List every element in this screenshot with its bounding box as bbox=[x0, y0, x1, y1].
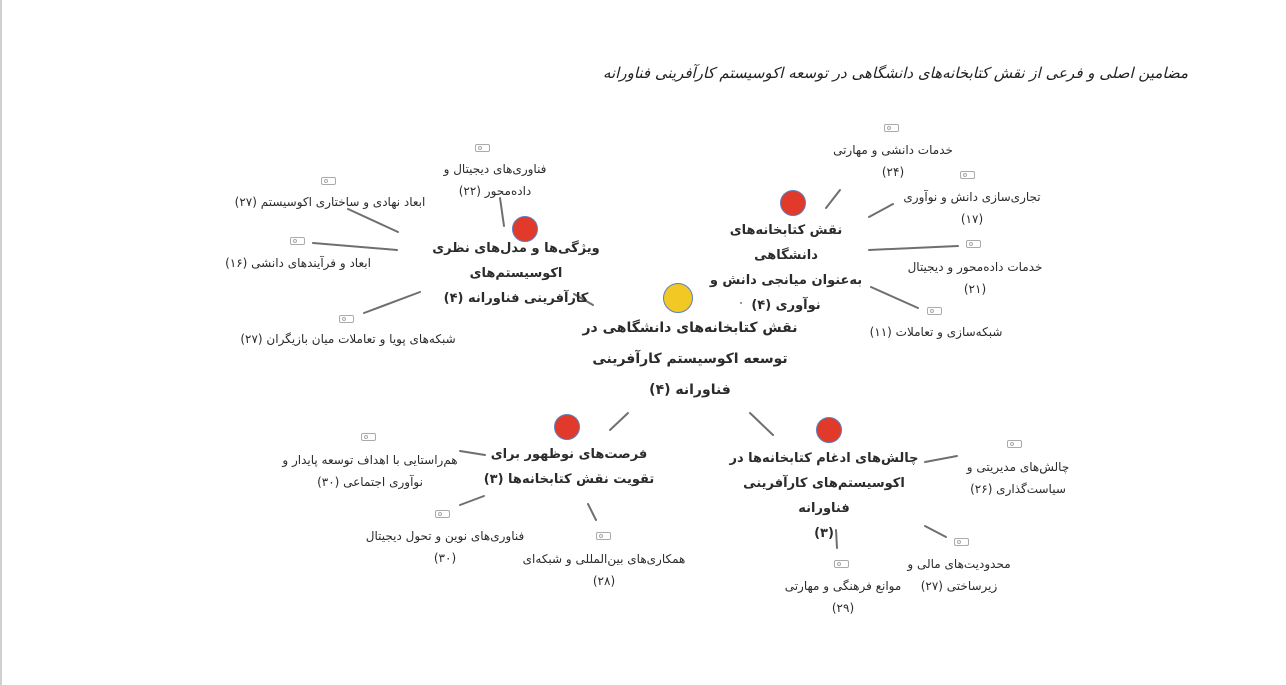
connector-line bbox=[313, 243, 397, 250]
main-theme-label: ویژگی‌ها و مدل‌های نظری اکوسیستم‌های کارآفرینی فناورانه (۴) bbox=[432, 241, 600, 306]
tag-icon bbox=[1007, 440, 1022, 448]
tag-icon bbox=[966, 240, 981, 248]
sub-theme-label: هم‌راستایی با اهداف توسعه پایدار و نوآوری اجتماعی (۳۰) bbox=[282, 453, 458, 489]
sub-theme-label: فناوری‌های نوین و تحول دیجیتال (۳۰) bbox=[365, 529, 525, 565]
main-theme-label: نقش کتابخانه‌های دانشگاهی به‌عنوان میانجی دانش و نوآوری (۴) bbox=[709, 223, 863, 313]
connector-line bbox=[750, 413, 773, 435]
center-theme-label: نقش کتابخانه‌های دانشگاهی در توسعه اکوسیستم کارآفرینی فناورانه (۴) bbox=[582, 320, 798, 398]
connector-line bbox=[869, 246, 958, 250]
sub-theme-label: موانع فرهنگی و مهارتی (۲۹) bbox=[784, 579, 902, 615]
tag-icon bbox=[596, 532, 611, 540]
tag-icon bbox=[927, 307, 942, 315]
connector-line bbox=[826, 190, 840, 208]
center-theme-marker bbox=[663, 283, 693, 313]
main-theme-label: چالش‌های ادغام کتابخانه‌ها در اکوسیستم‌های کارآفرینی فناورانه (۳) bbox=[729, 451, 919, 541]
tag-icon bbox=[290, 237, 305, 245]
connector-line bbox=[610, 413, 628, 430]
sub-theme-label: فناوری‌های دیجیتال و داده‌محور (۲۲) bbox=[443, 162, 547, 198]
connector-line bbox=[869, 204, 893, 217]
tag-icon bbox=[435, 510, 450, 518]
sub-theme-label: تجاری‌سازی دانش و نوآوری (۱۷) bbox=[903, 190, 1041, 226]
diagram-title: مضامین اصلی و فرعی از نقش کتابخانه‌های دانشگاهی در توسعه اکوسیستم کارآفرینی فناورانه bbox=[602, 64, 1188, 82]
connector-line bbox=[460, 496, 484, 505]
sub-theme-label: شبکه‌های پویا و تعاملات میان بازیگران (۲۷) bbox=[240, 332, 456, 346]
sub-theme-label: خدمات دانشی و مهارتی (۲۴) bbox=[833, 143, 953, 179]
sub-theme-label: چالش‌های مدیریتی و سیاست‌گذاری (۲۶) bbox=[966, 460, 1070, 496]
sub-theme-label: همکاری‌های بین‌المللی و شبکه‌ای (۲۸) bbox=[522, 552, 686, 588]
tag-icon bbox=[475, 144, 490, 152]
main-theme-marker bbox=[816, 417, 842, 443]
main-theme-marker bbox=[554, 414, 580, 440]
main-theme-marker bbox=[780, 190, 806, 216]
sub-theme-label: شبکه‌سازی و تعاملات (۱۱) bbox=[869, 325, 1003, 339]
tag-icon bbox=[884, 124, 899, 132]
sub-theme-label: خدمات داده‌محور و دیجیتال (۲۱) bbox=[907, 260, 1043, 296]
connector-line bbox=[588, 504, 596, 520]
tag-icon bbox=[361, 433, 376, 441]
tag-icon bbox=[834, 560, 849, 568]
tag-icon bbox=[339, 315, 354, 323]
sub-theme-label: محدودیت‌های مالی و زیرساختی (۲۷) bbox=[907, 557, 1011, 593]
tag-icon bbox=[321, 177, 336, 185]
main-theme-label: فرصت‌های نوظهور برای تقویت نقش کتابخانه‌ها (۳) bbox=[483, 447, 655, 487]
tag-icon bbox=[954, 538, 969, 546]
connector-line bbox=[500, 198, 504, 226]
sub-theme-label: ابعاد نهادی و ساختاری اکوسیستم (۲۷) bbox=[234, 195, 426, 209]
sub-theme-label: ابعاد و فرآیندهای دانشی (۱۶) bbox=[225, 256, 371, 270]
